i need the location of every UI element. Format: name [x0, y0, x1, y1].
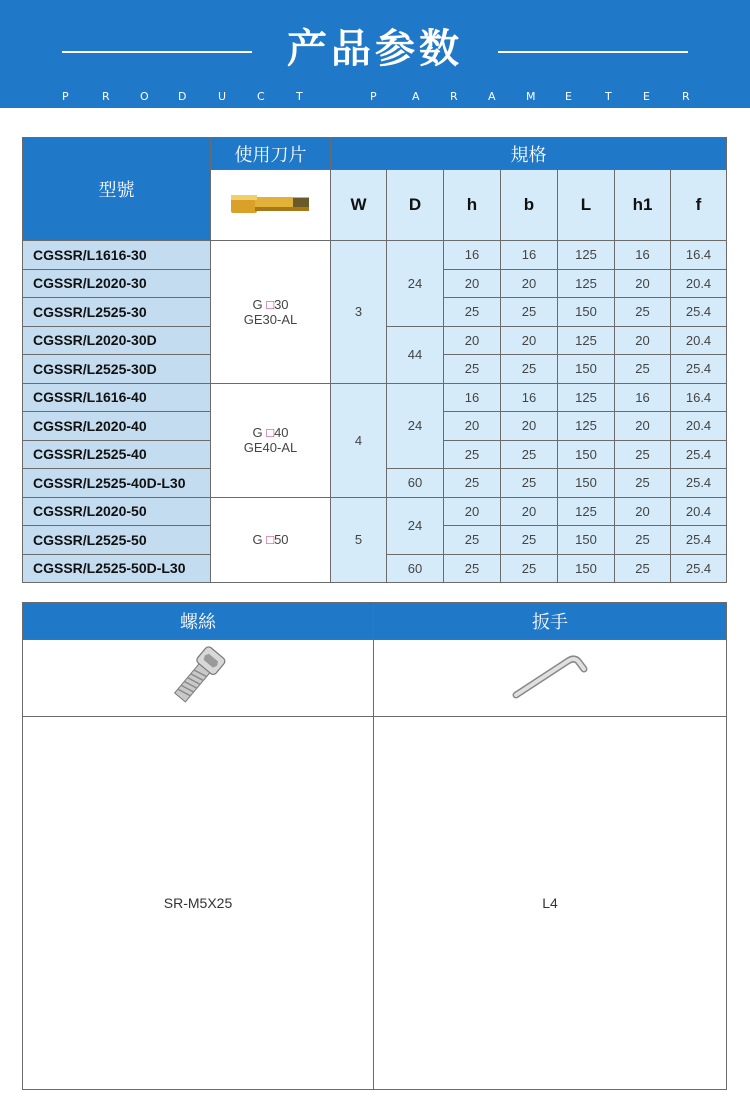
col-header-h1: h1 — [615, 170, 671, 241]
l-cell: 150 — [558, 526, 615, 555]
model-cell: CGSSR/L2020-50 — [23, 497, 211, 526]
h1-cell: 20 — [615, 412, 671, 441]
model-cell: CGSSR/L2525-30 — [23, 298, 211, 327]
w-cell: 4 — [331, 383, 387, 497]
l-cell: 125 — [558, 269, 615, 298]
insert-code: 30 — [274, 296, 289, 312]
f-cell: 25.4 — [671, 526, 727, 555]
screw-value: SR-M5X25 — [23, 717, 374, 1090]
h1-cell: 25 — [615, 298, 671, 327]
accessory-table — [22, 602, 727, 1090]
table-row — [23, 497, 727, 526]
subtitle-letter: A — [488, 90, 496, 103]
h-cell: 20 — [444, 269, 501, 298]
h1-cell: 20 — [615, 269, 671, 298]
col-header-d: D — [387, 170, 444, 241]
b-cell: 20 — [501, 326, 558, 355]
insert-code: 40 — [274, 425, 289, 440]
model-cell: CGSSR/L2020-30D — [23, 326, 211, 355]
col-header-h: h — [444, 170, 501, 241]
table-row — [23, 241, 727, 270]
f-cell: 20.4 — [671, 497, 727, 526]
col-header-l: L — [558, 170, 615, 241]
hex-key-wrench-icon — [510, 651, 590, 701]
w-cell: 3 — [331, 241, 387, 384]
f-cell: 25.4 — [671, 298, 727, 327]
l-cell: 150 — [558, 469, 615, 498]
insert-header: 使用刀片 — [211, 138, 331, 170]
l-cell: 150 — [558, 554, 615, 583]
col-header-w: W — [331, 170, 387, 241]
missing-glyph: □ — [266, 532, 275, 548]
wrench-value: L4 — [374, 717, 727, 1090]
f-cell: 25.4 — [671, 355, 727, 384]
insert-code: 50 — [274, 532, 289, 548]
h1-cell: 20 — [615, 326, 671, 355]
subtitle-letter: E — [565, 90, 572, 103]
f-cell: 20.4 — [671, 269, 727, 298]
h1-cell: 25 — [615, 469, 671, 498]
subtitle-letter: R — [450, 90, 458, 103]
h-cell: 16 — [444, 241, 501, 270]
b-cell: 16 — [501, 383, 558, 412]
insert-cell — [211, 383, 331, 497]
model-header: 型號 — [23, 138, 211, 241]
subtitle-letter: P — [62, 90, 69, 103]
subtitle-letter: M — [526, 90, 536, 103]
subtitle-letter: A — [412, 90, 420, 103]
l-cell: 150 — [558, 298, 615, 327]
model-cell: CGSSR/L2020-30 — [23, 269, 211, 298]
h-cell: 25 — [444, 298, 501, 327]
col-header-f: f — [671, 170, 727, 241]
insert-image-cell — [211, 170, 331, 241]
subtitle-letter: R — [102, 90, 110, 103]
subtitle-letter: D — [178, 90, 187, 103]
insert-prefix: G — [252, 296, 263, 312]
missing-glyph: □ — [266, 425, 275, 440]
header-banner — [0, 0, 750, 108]
wrench-image-cell — [374, 640, 727, 717]
model-cell: CGSSR/L1616-30 — [23, 241, 211, 270]
b-cell: 25 — [501, 440, 558, 469]
d-cell: 24 — [387, 383, 444, 469]
f-cell: 25.4 — [671, 440, 727, 469]
f-cell: 25.4 — [671, 554, 727, 583]
h-cell: 25 — [444, 526, 501, 555]
insert-prefix: G — [252, 425, 263, 440]
f-cell: 20.4 — [671, 326, 727, 355]
l-cell: 125 — [558, 497, 615, 526]
d-cell: 60 — [387, 554, 444, 583]
h-cell: 20 — [444, 412, 501, 441]
model-cell: CGSSR/L2525-30D — [23, 355, 211, 384]
subtitle-letter: O — [140, 90, 149, 103]
spec-table — [22, 137, 727, 583]
h-cell: 25 — [444, 554, 501, 583]
subtitle-letter: U — [218, 90, 227, 103]
hex-socket-screw-icon — [168, 644, 228, 708]
model-cell: CGSSR/L2525-40 — [23, 440, 211, 469]
l-cell: 125 — [558, 326, 615, 355]
table-row — [23, 383, 727, 412]
f-cell: 20.4 — [671, 412, 727, 441]
h-cell: 25 — [444, 440, 501, 469]
screw-header: 螺絲 — [23, 603, 374, 640]
insert-prefix: G — [252, 532, 263, 548]
spec-header: 規格 — [331, 138, 727, 170]
model-cell: CGSSR/L2525-40D-L30 — [23, 469, 211, 498]
b-cell: 20 — [501, 269, 558, 298]
l-cell: 150 — [558, 440, 615, 469]
d-cell: 60 — [387, 469, 444, 498]
h1-cell: 25 — [615, 554, 671, 583]
d-cell: 24 — [387, 241, 444, 327]
l-cell: 150 — [558, 355, 615, 384]
model-cell: CGSSR/L2525-50 — [23, 526, 211, 555]
model-cell: CGSSR/L2525-50D-L30 — [23, 554, 211, 583]
h-cell: 20 — [444, 326, 501, 355]
insert-alt: GE30-AL — [243, 311, 298, 327]
d-cell: 44 — [387, 326, 444, 383]
h1-cell: 25 — [615, 355, 671, 384]
f-cell: 16.4 — [671, 383, 727, 412]
w-cell: 5 — [331, 497, 387, 583]
missing-glyph: □ — [266, 296, 275, 312]
h1-cell: 16 — [615, 241, 671, 270]
l-cell: 125 — [558, 241, 615, 270]
wrench-header: 扳手 — [374, 603, 727, 640]
page-title: 产品参数 — [287, 26, 463, 72]
h1-cell: 25 — [615, 440, 671, 469]
h-cell: 25 — [444, 355, 501, 384]
h1-cell: 20 — [615, 497, 671, 526]
l-cell: 125 — [558, 383, 615, 412]
b-cell: 25 — [501, 355, 558, 384]
h1-cell: 16 — [615, 383, 671, 412]
b-cell: 25 — [501, 554, 558, 583]
h1-cell: 25 — [615, 526, 671, 555]
b-cell: 25 — [501, 526, 558, 555]
subtitle-letter: E — [643, 90, 650, 103]
model-cell: CGSSR/L2020-40 — [23, 412, 211, 441]
insert-cell — [211, 241, 331, 384]
l-cell: 125 — [558, 412, 615, 441]
insert-alt: GE40-AL — [243, 440, 298, 455]
b-cell: 16 — [501, 241, 558, 270]
b-cell: 20 — [501, 497, 558, 526]
f-cell: 25.4 — [671, 469, 727, 498]
b-cell: 25 — [501, 298, 558, 327]
d-cell: 24 — [387, 497, 444, 554]
b-cell: 25 — [501, 469, 558, 498]
model-cell: CGSSR/L1616-40 — [23, 383, 211, 412]
screw-image-cell — [23, 640, 374, 717]
subtitle-letter: T — [605, 90, 612, 103]
subtitle-letter: R — [682, 90, 690, 103]
h-cell: 20 — [444, 497, 501, 526]
h-cell: 16 — [444, 383, 501, 412]
subtitle-letter: P — [370, 90, 377, 103]
insert-cell — [211, 497, 331, 583]
col-header-b: b — [501, 170, 558, 241]
subtitle-letter: C — [257, 90, 265, 103]
h-cell: 25 — [444, 469, 501, 498]
subtitle-letter: T — [296, 90, 303, 103]
f-cell: 16.4 — [671, 241, 727, 270]
gold-grooving-insert-icon — [229, 187, 313, 221]
b-cell: 20 — [501, 412, 558, 441]
